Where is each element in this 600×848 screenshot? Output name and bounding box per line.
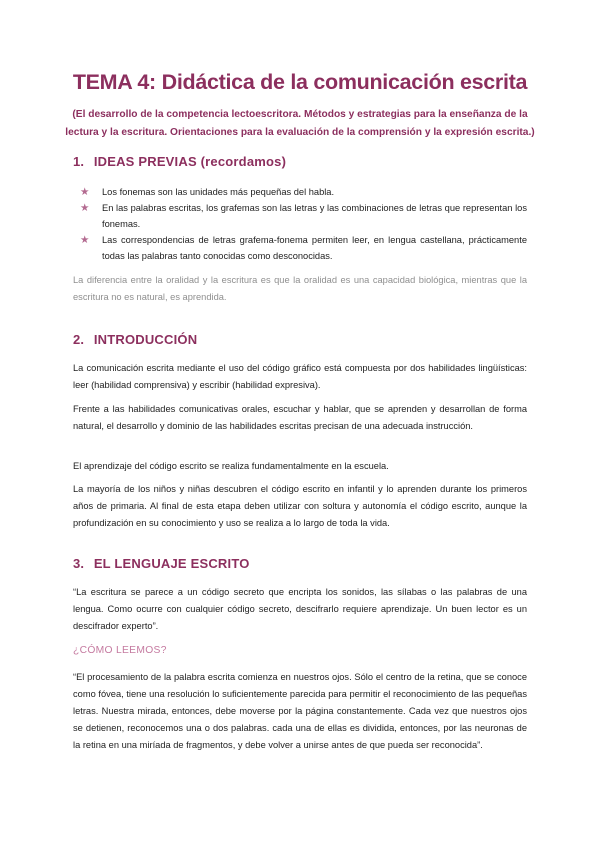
section-1-note: La diferencia entre la oralidad y la escritura es que la oralidad es una capacidad biológica, mientras que la escritura no es natural, es aprendida. xyxy=(73,275,527,302)
list-item-text: En las palabras escritas, los grafemas son las letras y las combinaciones de letras que representan los fonemas. xyxy=(102,203,527,229)
section-3-quote: “La escritura se parece a un código secreto que encripta los sonidos, las sílabas o las palabras de una lengua. Como ocurre con cualquier código secreto, descifrarlo requiere aprendizaje. Un buen lector es un descifrador experto”. xyxy=(73,587,527,631)
star-icon: ★ xyxy=(80,234,90,246)
section-2-paragraph: El aprendizaje del código escrito se realiza fundamentalmente en la escuela. xyxy=(73,461,389,471)
section-3-title: EL LENGUAJE ESCRITO xyxy=(93,556,250,571)
list-item-text: Las correspondencias de letras grafema-fonema permiten leer, en lengua castellana, prácticamente todas las palabras tanto conocidas como desconocidas. xyxy=(102,235,527,261)
section-3-quote-2: “El procesamiento de la palabra escrita comienza en nuestros ojos. Sólo el centro de la retina, que se conoce como fóvea, tiene una resolución lo suficientemente parecida para permitir el reconocimiento de las pequeñas letras. Nuestra mirada, entonces, debe moverse por la página constantemente. Cada vez que nuestros ojos se detienen, reconocemos una o dos palabras. cada una de ellas es dividida, entonces, por las neuronas de la retina en una miríada de fragmentos, y debe volver a unirse antes de que pueda ser reconocida”. xyxy=(73,672,527,750)
section-1-heading xyxy=(73,154,286,169)
section-3-number: 3. xyxy=(73,556,85,571)
section-2-number: 2. xyxy=(73,332,85,347)
list-item-text: Los fonemas son las unidades más pequeñas del habla. xyxy=(102,187,335,197)
section-2-paragraph: Frente a las habilidades comunicativas orales, escuchar y hablar, que se aprenden y desarrollan de forma natural, el desarrollo y dominio de las habilidades escritas precisan de una adecuada instrucción. xyxy=(73,404,527,431)
list-item xyxy=(80,232,527,264)
star-icon: ★ xyxy=(80,202,90,214)
section-2-paragraph: La mayoría de los niños y niñas descubren el código escrito en infantil y lo aprenden durante los primeros años de primaria. Al final de esta etapa deben utilizar con soltura y autonomía el código escrito, aunque la profundización en su conocimiento y uso se realiza a lo largo de toda la vida. xyxy=(73,484,527,528)
ideas-previas-list xyxy=(80,184,527,264)
section-2-heading xyxy=(73,332,197,347)
section-1-title: IDEAS PREVIAS (recordamos) xyxy=(93,154,287,169)
section-2-title: INTRODUCCIÓN xyxy=(93,332,198,347)
section-3-heading xyxy=(73,556,250,571)
section-1-number: 1. xyxy=(73,154,85,169)
list-item xyxy=(80,184,527,200)
section-2-paragraph: La comunicación escrita mediante el uso del código gráfico está compuesta por dos habilidades lingüísticas: leer (habilidad comprensiva) y escribir (habilidad expresiva). xyxy=(73,363,527,390)
document-subtitle: (El desarrollo de la competencia lectoescritora. Métodos y estrategias para la enseñanza de la lectura y la escritura. Orientaciones para la evaluación de la comprensión y la expresión escrita.) xyxy=(65,109,535,138)
list-item xyxy=(80,200,527,232)
como-leemos-heading: ¿CÓMO LEEMOS? xyxy=(73,645,167,656)
document-title: TEMA 4: Didáctica de la comunicación escrita xyxy=(72,70,528,94)
star-icon: ★ xyxy=(80,186,90,198)
